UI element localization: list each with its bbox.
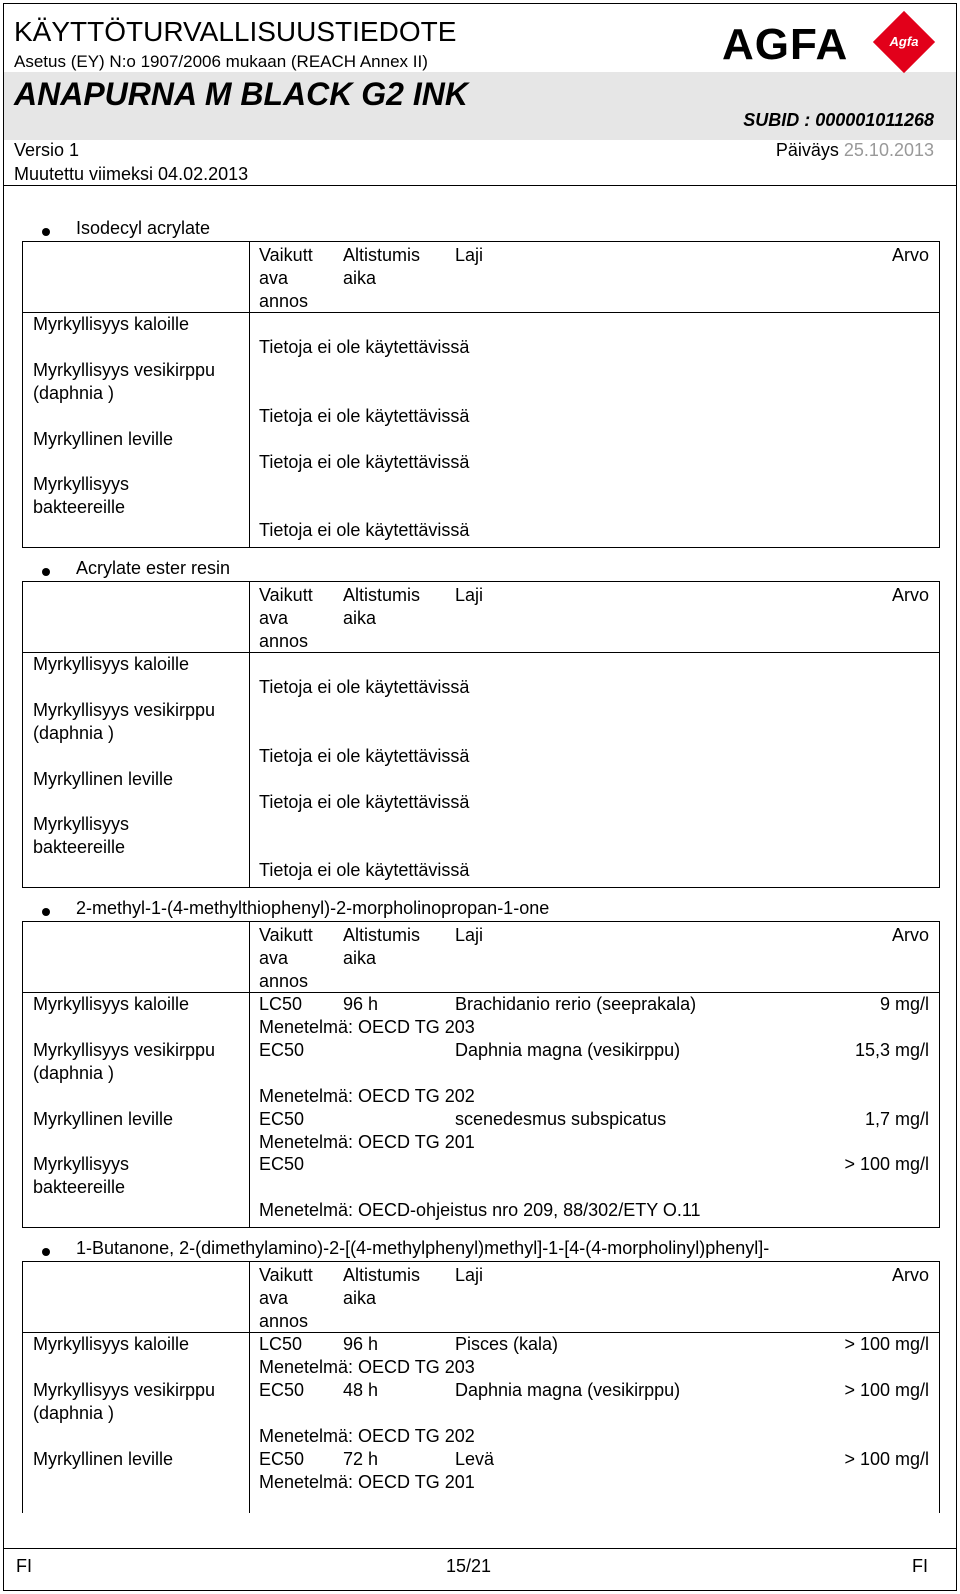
logo-mark: Agfa — [889, 34, 919, 49]
row-label-fish: Myrkyllisyys kaloille — [33, 314, 190, 334]
col-time-header: Altistumis aika — [343, 1265, 421, 1308]
value: > 100 mg/l — [844, 1154, 929, 1174]
method: Menetelmä: OECD TG 202 — [259, 1086, 475, 1106]
col-species-header: Laji — [455, 1265, 484, 1285]
species: Levä — [455, 1449, 495, 1469]
dose-type: EC50 — [259, 1154, 305, 1174]
ecotox-table — [22, 241, 940, 548]
method: Menetelmä: OECD-ohjeistus nro 209, 88/302/ETY O.11 — [259, 1200, 701, 1220]
value: 9 mg/l — [879, 994, 929, 1014]
col-time-header: Altistumis aika — [343, 245, 421, 288]
section-title: 1-Butanone, 2-(dimethylamino)-2-[(4-methylphenyl)methyl]-1-[4-(4-morpholinyl)phenyl]- — [76, 1238, 770, 1258]
no-data-text: Tietoja ei ole käytettävissä — [259, 677, 470, 697]
col-species-header: Laji — [455, 585, 484, 605]
no-data-text: Tietoja ei ole käytettävissä — [259, 452, 470, 472]
value: 15,3 mg/l — [854, 1040, 929, 1060]
dose-type: LC50 — [259, 994, 303, 1014]
method: Menetelmä: OECD TG 203 — [259, 1357, 475, 1377]
row-label-daphnia: Myrkyllisyys vesikirppu (daphnia ) — [33, 700, 216, 743]
bullet-icon — [42, 908, 50, 916]
bullet-icon — [42, 228, 50, 236]
col-value-header: Arvo — [891, 1265, 929, 1285]
dose-type: LC50 — [259, 1334, 303, 1354]
col-dose-header: Vaikutt ava annos — [259, 925, 313, 991]
header-rule — [4, 185, 956, 186]
ecotox-table — [22, 581, 940, 888]
species: Pisces (kala) — [455, 1334, 559, 1354]
row-label-algae: Myrkyllinen leville — [33, 1109, 174, 1129]
no-data-text: Tietoja ei ole käytettävissä — [259, 860, 470, 880]
col-species-header: Laji — [455, 245, 484, 265]
exposure-time: 96 h — [343, 1334, 379, 1354]
bullet-icon — [42, 1248, 50, 1256]
regulation-text: Asetus (EY) N:o 1907/2006 mukaan (REACH Annex II) — [14, 52, 428, 71]
species: Brachidanio rerio (seeprakala) — [455, 994, 697, 1014]
column-divider — [249, 582, 250, 887]
section-title: 2-methyl-1-(4-methylthiophenyl)-2-morpholinopropan-1-one — [76, 898, 550, 918]
page-number: 15/21 — [446, 1556, 492, 1576]
footer-left: FI — [16, 1556, 32, 1576]
row-label-algae: Myrkyllinen leville — [33, 429, 174, 449]
species: scenedesmus subspicatus — [455, 1109, 667, 1129]
row-label-bacteria: Myrkyllisyys bakteereille — [33, 474, 129, 517]
bullet-icon — [42, 568, 50, 576]
ecotox-table — [22, 921, 940, 1228]
value: > 100 mg/l — [844, 1380, 929, 1400]
section-title: Acrylate ester resin — [76, 558, 231, 578]
method: Menetelmä: OECD TG 202 — [259, 1426, 475, 1446]
dose-type: EC50 — [259, 1449, 305, 1469]
col-dose-header: Vaikutt ava annos — [259, 585, 313, 651]
method: Menetelmä: OECD TG 201 — [259, 1132, 475, 1152]
row-label-fish: Myrkyllisyys kaloille — [33, 654, 190, 674]
agfa-logo — [722, 18, 932, 72]
document-title: KÄYTTÖTURVALLISUUSTIEDOTE — [14, 16, 457, 47]
no-data-text: Tietoja ei ole käytettävissä — [259, 520, 470, 540]
row-label-daphnia: Myrkyllisyys vesikirppu (daphnia ) — [33, 360, 216, 403]
no-data-text: Tietoja ei ole käytettävissä — [259, 746, 470, 766]
col-time-header: Altistumis aika — [343, 925, 421, 968]
section-title: Isodecyl acrylate — [76, 218, 211, 238]
footer-right: FI — [912, 1556, 928, 1576]
dose-type: EC50 — [259, 1380, 305, 1400]
footer-rule — [4, 1548, 956, 1549]
dose-type: EC50 — [259, 1040, 305, 1060]
row-label-daphnia: Myrkyllisyys vesikirppu (daphnia ) — [33, 1040, 216, 1083]
exposure-time: 72 h — [343, 1449, 379, 1469]
species: Daphnia magna (vesikirppu) — [455, 1040, 681, 1060]
row-label-daphnia: Myrkyllisyys vesikirppu (daphnia ) — [33, 1380, 216, 1423]
column-divider — [249, 1262, 250, 1513]
no-data-text: Tietoja ei ole käytettävissä — [259, 792, 470, 812]
value: > 100 mg/l — [844, 1334, 929, 1354]
subid: SUBID : 000001011268 — [743, 110, 934, 130]
exposure-time: 96 h — [343, 994, 379, 1014]
version: Versio 1 — [14, 140, 80, 160]
document-header — [4, 4, 956, 186]
date-label: Päiväys — [775, 140, 839, 160]
col-dose-header: Vaikutt ava annos — [259, 1265, 313, 1331]
row-label-fish: Myrkyllisyys kaloille — [33, 1334, 190, 1354]
method: Menetelmä: OECD TG 203 — [259, 1017, 475, 1037]
value: > 100 mg/l — [844, 1449, 929, 1469]
ecotox-table — [22, 1261, 940, 1513]
logo-wordmark: AGFA — [722, 20, 849, 69]
row-label-fish: Myrkyllisyys kaloille — [33, 994, 190, 1014]
date-value: 25.10.2013 — [843, 140, 934, 160]
modified-date: Muutettu viimeksi 04.02.2013 — [14, 164, 249, 184]
col-value-header: Arvo — [891, 925, 929, 945]
col-value-header: Arvo — [891, 245, 929, 265]
row-label-bacteria: Myrkyllisyys bakteereille — [33, 814, 129, 857]
exposure-time: 48 h — [343, 1380, 379, 1400]
value: 1,7 mg/l — [864, 1109, 929, 1129]
col-time-header: Altistumis aika — [343, 585, 421, 628]
species: Daphnia magna (vesikirppu) — [455, 1380, 681, 1400]
method: Menetelmä: OECD TG 201 — [259, 1472, 475, 1492]
date — [776, 140, 934, 161]
row-label-bacteria: Myrkyllisyys bakteereille — [33, 1154, 129, 1197]
col-species-header: Laji — [455, 925, 484, 945]
col-value-header: Arvo — [891, 585, 929, 605]
row-label-algae: Myrkyllinen leville — [33, 769, 174, 789]
no-data-text: Tietoja ei ole käytettävissä — [259, 406, 470, 426]
no-data-text: Tietoja ei ole käytettävissä — [259, 337, 470, 357]
product-name: ANAPURNA M BLACK G2 INK — [14, 76, 468, 112]
column-divider — [249, 922, 250, 1227]
column-divider — [249, 242, 250, 547]
row-label-algae: Myrkyllinen leville — [33, 1449, 174, 1469]
col-dose-header: Vaikutt ava annos — [259, 245, 313, 311]
dose-type: EC50 — [259, 1109, 305, 1129]
